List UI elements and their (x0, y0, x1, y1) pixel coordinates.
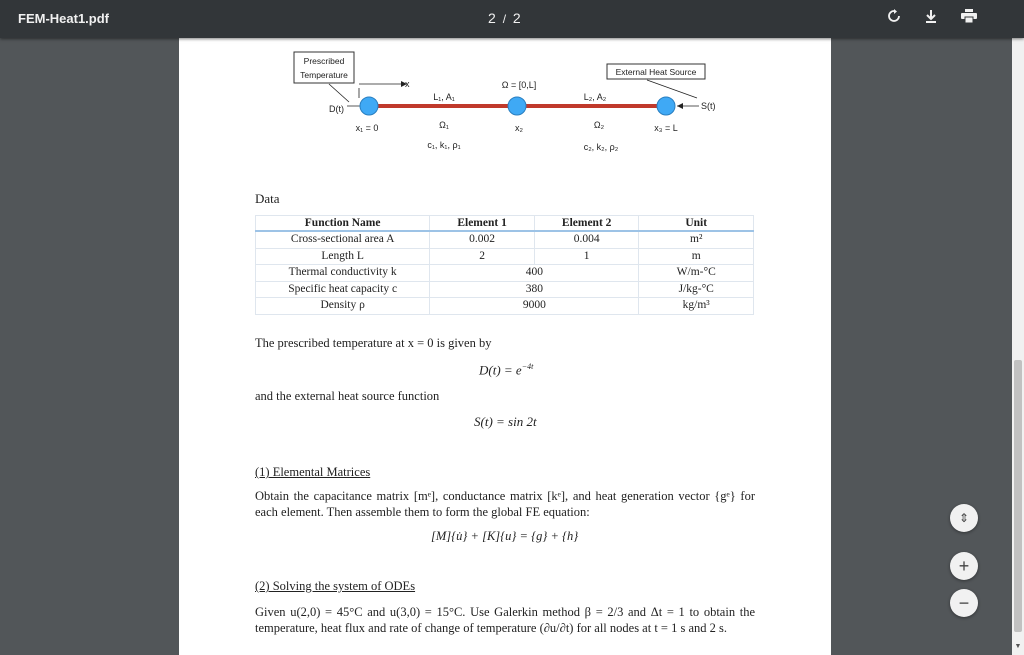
page-indicator (488, 10, 521, 26)
table-cell: 400 (430, 265, 639, 282)
zoom-out-button[interactable]: − (950, 589, 978, 617)
x3-label: x₃ = L (654, 123, 678, 133)
data-table (255, 215, 754, 315)
st-label: S(t) (701, 101, 716, 111)
props2-label: c₂, k₂, ρ₂ (583, 142, 619, 152)
domain-label: Ω = [0,L] (501, 80, 537, 90)
l2-a2-label: L₂, A₂ (583, 92, 607, 102)
scrollbar-thumb[interactable] (1014, 360, 1022, 632)
l1-a1-label: L₁, A₁ (433, 92, 455, 102)
props1-label: c₁, k₁, ρ₁ (427, 140, 461, 150)
x2-label: x₂ (515, 123, 523, 133)
col-element-2: Element 2 (534, 216, 639, 232)
col-element-1: Element 1 (430, 216, 535, 232)
table-cell: m² (639, 231, 754, 248)
table-cell: W/m-°C (639, 265, 754, 282)
page-current[interactable]: 2 (488, 10, 496, 26)
table-cell: 2 (430, 248, 535, 265)
prescribed-intro: The prescribed temperature at x = 0 is given by (255, 336, 492, 350)
equation-global: [M]{u̇} + [K]{u} = {g} + {h} (431, 529, 579, 543)
equation-d-base: D(t) = e (479, 362, 522, 378)
table-cell: 380 (430, 281, 639, 298)
omega1-label: Ω₁ (439, 120, 449, 130)
section-1-heading: (1) Elemental Matrices (255, 465, 371, 479)
table-cell: Thermal conductivity k (256, 265, 430, 282)
dt-label: D(t) (329, 104, 344, 114)
table-cell: 0.004 (534, 231, 639, 248)
scroll-down-arrow-icon[interactable]: ▼ (1014, 643, 1022, 650)
section-2-heading: (2) Solving the system of ODEs (255, 579, 416, 593)
prescribed-label-1: Prescribed (303, 56, 345, 66)
table-cell: Density ρ (256, 298, 430, 315)
vertical-scrollbar[interactable] (1012, 38, 1024, 655)
pdf-page (179, 38, 831, 655)
col-unit: Unit (639, 216, 754, 232)
table-header-row (256, 216, 754, 232)
table-row (256, 248, 754, 265)
omega2-label: Ω₂ (593, 120, 605, 130)
node-2 (508, 97, 526, 115)
equation-d (479, 362, 533, 378)
table-cell: 9000 (430, 298, 639, 315)
table-cell: kg/m³ (639, 298, 754, 315)
source-intro: and the external heat source function (255, 389, 440, 403)
table-cell: 0.002 (430, 231, 535, 248)
print-icon[interactable] (959, 9, 979, 29)
table-row (256, 265, 754, 282)
col-function-name: Function Name (256, 216, 430, 232)
download-icon[interactable] (921, 9, 941, 29)
table-cell: Length L (256, 248, 430, 265)
section-1-body: Obtain the capacitance matrix [mᵉ], conductance matrix [kᵉ], and heat generation vector {gᵉ} for each element. Then assemble them to form the global FE equation: (255, 489, 755, 519)
table-row (256, 231, 754, 248)
section-2-body: Given u(2,0) = 45°C and u(3,0) = 15°C. Use Galerkin method β = 2/3 and Δt = 1 to obtain the temperature, heat flux and rate of change of temperature (∂u/∂t) for all nodes at t = 1 s and 2 s. (255, 605, 755, 635)
x-axis-label: x (405, 79, 410, 89)
table-row (256, 298, 754, 315)
x1-label: x₁ = 0 (355, 123, 379, 133)
zoom-in-button[interactable]: + (950, 552, 978, 580)
equation-d-exponent: −4t (521, 362, 534, 371)
pdf-toolbar (0, 0, 1024, 38)
table-cell: Cross-sectional area A (256, 231, 430, 248)
table-row (256, 281, 754, 298)
table-cell: m (639, 248, 754, 265)
table-cell: J/kg-°C (639, 281, 754, 298)
table-cell: 1 (534, 248, 639, 265)
node-1 (360, 97, 378, 115)
rotate-icon[interactable] (884, 9, 904, 29)
page-total: 2 (512, 10, 521, 26)
page-separator: / (502, 12, 507, 26)
document-title: FEM-Heat1.pdf (18, 11, 109, 26)
table-cell: Specific heat capacity c (256, 281, 430, 298)
data-heading: Data (255, 191, 280, 206)
node-3 (657, 97, 675, 115)
prescribed-label-2: Temperature (300, 70, 348, 80)
external-source-label: External Heat Source (615, 67, 697, 77)
equation-s: S(t) = sin 2t (474, 414, 537, 429)
fit-page-button[interactable]: ⇕ (950, 504, 978, 532)
bar-diagram (179, 38, 831, 163)
